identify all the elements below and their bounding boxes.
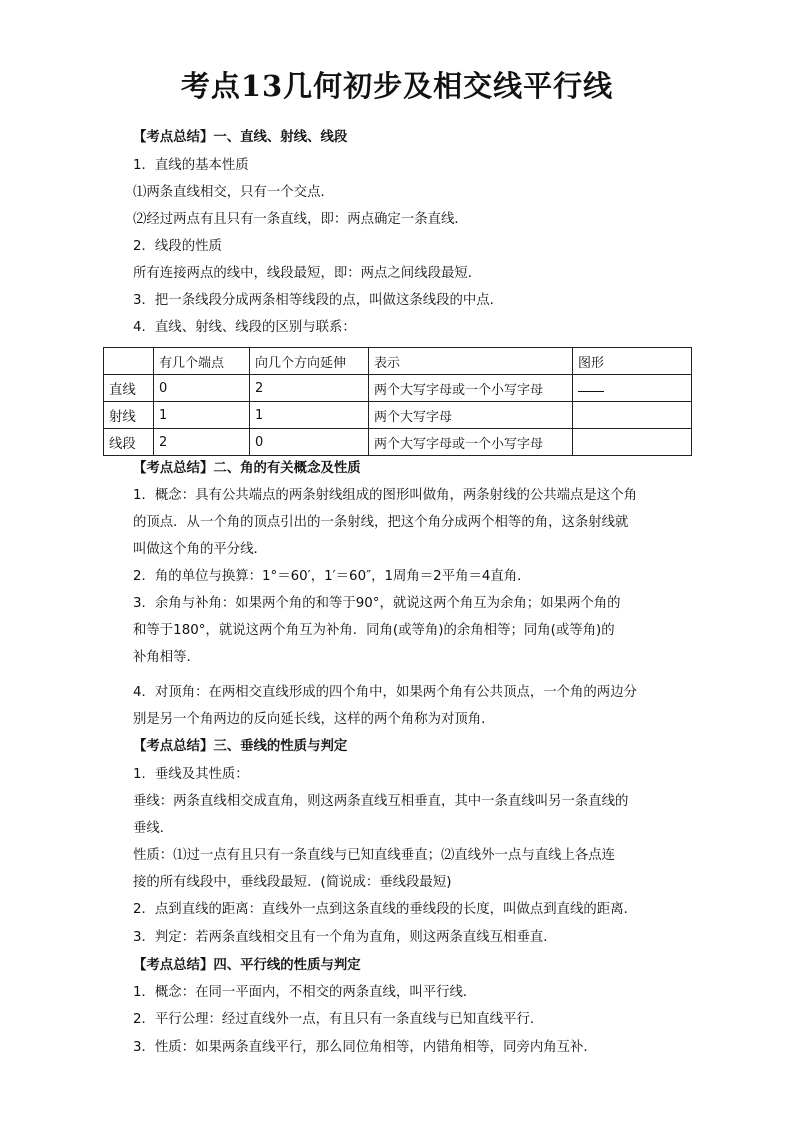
section4-line: 3．性质：如果两条直线平行，那么同位角相等，内错角相等，同旁内角互补． — [133, 1040, 597, 1055]
section4-line: 1．概念：在同一平面内，不相交的两条直线，叫平行线． — [133, 985, 477, 1000]
section1-line: ⑴两条直线相交，只有一个交点． — [133, 185, 334, 200]
section2-heading: 【考点总结】二、角的有关概念及性质 — [133, 461, 361, 476]
section1-line: ⑵经过两点有且只有一条直线，即：两点确定一条直线． — [133, 212, 468, 227]
table-cell: 射线 — [104, 402, 154, 429]
straight-line-figure — [578, 383, 604, 392]
section2-line: 1．概念：具有公共端点的两条射线组成的图形叫做角，两条射线的公共端点是这个角 — [133, 488, 637, 503]
table-row — [104, 375, 692, 402]
section2-line: 和等于180°，就说这两个角互为补角．同角(或等角)的余角相等；同角(或等角)的 — [133, 623, 615, 638]
table-cell: 两个大写字母或一个小写字母 — [369, 375, 573, 402]
table-row — [104, 402, 692, 429]
section1-line: 3．把一条线段分成两条相等线段的点，叫做这条线段的中点． — [133, 293, 504, 308]
table-row — [104, 429, 692, 456]
section3-line: 性质：⑴过一点有且只有一条直线与已知直线垂直；⑵直线外一点与直线上各点连 — [133, 848, 616, 863]
section3-line: 3．判定：若两条直线相交且有一个角为直角，则这两条直线互相垂直． — [133, 930, 557, 945]
section1-line: 所有连接两点的线中，线段最短，即：两点之间线段最短． — [133, 266, 482, 281]
section3-line: 2．点到直线的距离：直线外一点到这条直线的垂线段的长度，叫做点到直线的距离． — [133, 902, 637, 917]
table-header-cell: 表示 — [369, 348, 573, 375]
section2-line: 叫做这个角的平分线． — [133, 542, 267, 557]
section2-line: 的顶点．从一个角的顶点引出的一条射线，把这个角分成两个相等的角，这条射线就 — [133, 515, 629, 530]
section3-line: 接的所有线段中，垂线段最短．(简说成：垂线段最短) — [133, 875, 452, 890]
table-cell: 两个大写字母或一个小写字母 — [369, 429, 573, 456]
section4-line: 2．平行公理：经过直线外一点，有且只有一条直线与已知直线平行． — [133, 1012, 544, 1027]
table-cell: 0 — [250, 429, 369, 456]
table-header-row — [104, 348, 692, 375]
section1-line: 1．直线的基本性质 — [133, 158, 249, 173]
section3-line: 垂线． — [133, 821, 174, 836]
section4-heading: 【考点总结】四、平行线的性质与判定 — [133, 958, 361, 973]
section1-line: 4．直线、射线、线段的区别与联系： — [133, 320, 356, 335]
table-cell: 1 — [250, 402, 369, 429]
comparison-table — [103, 347, 692, 456]
section2-line: 4．对顶角：在两相交直线形成的四个角中，如果两个角有公共顶点，一个角的两边分 — [133, 685, 637, 700]
table-cell: 1 — [154, 402, 250, 429]
section1-line: 2．线段的性质 — [133, 239, 222, 254]
table-cell: 直线 — [104, 375, 154, 402]
table-cell — [573, 375, 692, 402]
table-header-cell: 有几个端点 — [154, 348, 250, 375]
table-cell — [573, 429, 692, 456]
section3-line: 垂线：两条直线相交成直角，则这两条直线互相垂直，其中一条直线叫另一条直线的 — [133, 794, 629, 809]
table-header-cell: 图形 — [573, 348, 692, 375]
table-cell: 线段 — [104, 429, 154, 456]
section2-line: 3．余角与补角：如果两个角的和等于90°，就说这两个角互为余角；如果两个角的 — [133, 596, 621, 611]
table-cell: 两个大写字母 — [369, 402, 573, 429]
section2-line: 别是另一个角两边的反向延长线，这样的两个角称为对顶角． — [133, 712, 495, 727]
table-header-cell — [104, 348, 154, 375]
table-cell: 2 — [154, 429, 250, 456]
table-cell: 2 — [250, 375, 369, 402]
table-cell: 0 — [154, 375, 250, 402]
section2-line: 补角相等． — [133, 650, 200, 665]
section3-heading: 【考点总结】三、垂线的性质与判定 — [133, 739, 348, 754]
page-title: 考点13几何初步及相交线平行线 — [180, 69, 614, 103]
section2-line: 2．角的单位与换算：1°＝60′，1′＝60″，1周角＝2平角＝4直角． — [133, 569, 531, 584]
section1-heading: 【考点总结】一、直线、射线、线段 — [133, 130, 348, 145]
section3-line: 1．垂线及其性质： — [133, 767, 249, 782]
table-cell — [573, 402, 692, 429]
table-header-cell: 向几个方向延伸 — [250, 348, 369, 375]
